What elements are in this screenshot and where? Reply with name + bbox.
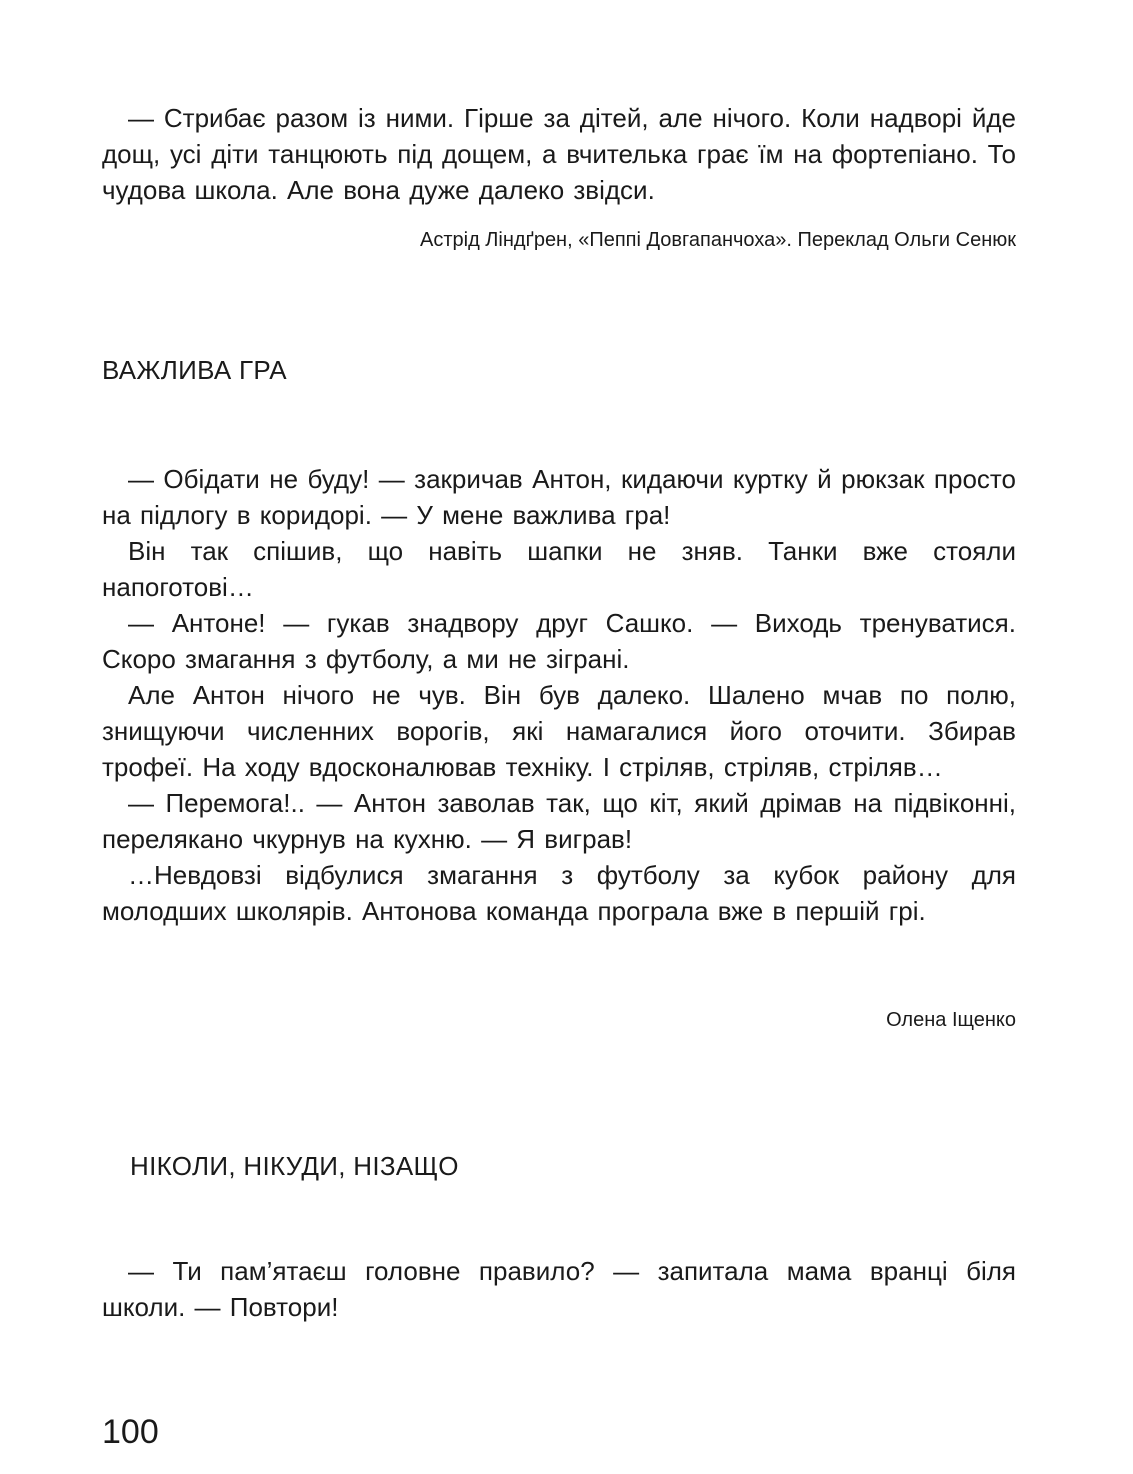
story-ending-paragraph: — Стрибає разом із ними. Гірше за дітей, але нічого. Коли надворі йде дощ, усі діти танцюють під дощем, а вчителька грає їм на фортепіано. То чудова школа. Але вона дуже далеко звідси. — [102, 103, 1016, 205]
story-ending-attribution-block — [102, 226, 1016, 254]
story-title-important-game: ВАЖЛИВА ГРА — [102, 355, 287, 385]
story-author: Олена Іщенко — [886, 1009, 1016, 1031]
story-body-never — [102, 1253, 1016, 1325]
story-paragraph: — Антоне! — гукав знадвору друг Сашко. — Виходь тренуватися. Скоро змагання з футболу, а ми не зіграні. — [102, 608, 1016, 674]
story-title-never: НІКОЛИ, НІКУДИ, НІЗАЩО — [130, 1151, 459, 1181]
story-title-block-never — [102, 1150, 1016, 1182]
story-paragraph: …Невдовзі відбулися змагання з футболу за кубок району для молодших школярів. Антонова команда програла вже в першій грі. — [102, 860, 1016, 926]
story-title-block-important-game — [102, 354, 1016, 386]
story-body-important-game — [102, 461, 1016, 929]
story-author-block — [102, 1006, 1016, 1034]
source-attribution: Астрід Ліндґрен, «Пеппі Довгапанчоха». Переклад Ольги Сенюк — [420, 229, 1016, 251]
story-paragraph: — Перемога!.. — Антон заволав так, що кіт, який дрімав на підвіконні, перелякано чкурнув на кухню. — Я виграв! — [102, 788, 1016, 854]
story-paragraph: Але Антон нічого не чув. Він був далеко. Шалено мчав по полю, знищуючи численних ворогів, які намагалися його оточити. Збирав трофеї. На ходу вдосконалював техніку. І стріляв, стріляв, стріляв… — [102, 680, 1016, 782]
story-paragraph: — Обідати не буду! — закричав Антон, кидаючи куртку й рюкзак просто на підлогу в коридорі. — У мене важлива гра! — [102, 464, 1016, 530]
story-paragraph: — Ти пам’ятаєш головне правило? — запитала мама вранці біля школи. — Повтори! — [102, 1256, 1016, 1322]
page-number: 100 — [102, 1413, 159, 1451]
story-ending — [102, 100, 1016, 208]
story-paragraph: Він так спішив, що навіть шапки не зняв. Танки вже стояли напоготові… — [102, 536, 1016, 602]
